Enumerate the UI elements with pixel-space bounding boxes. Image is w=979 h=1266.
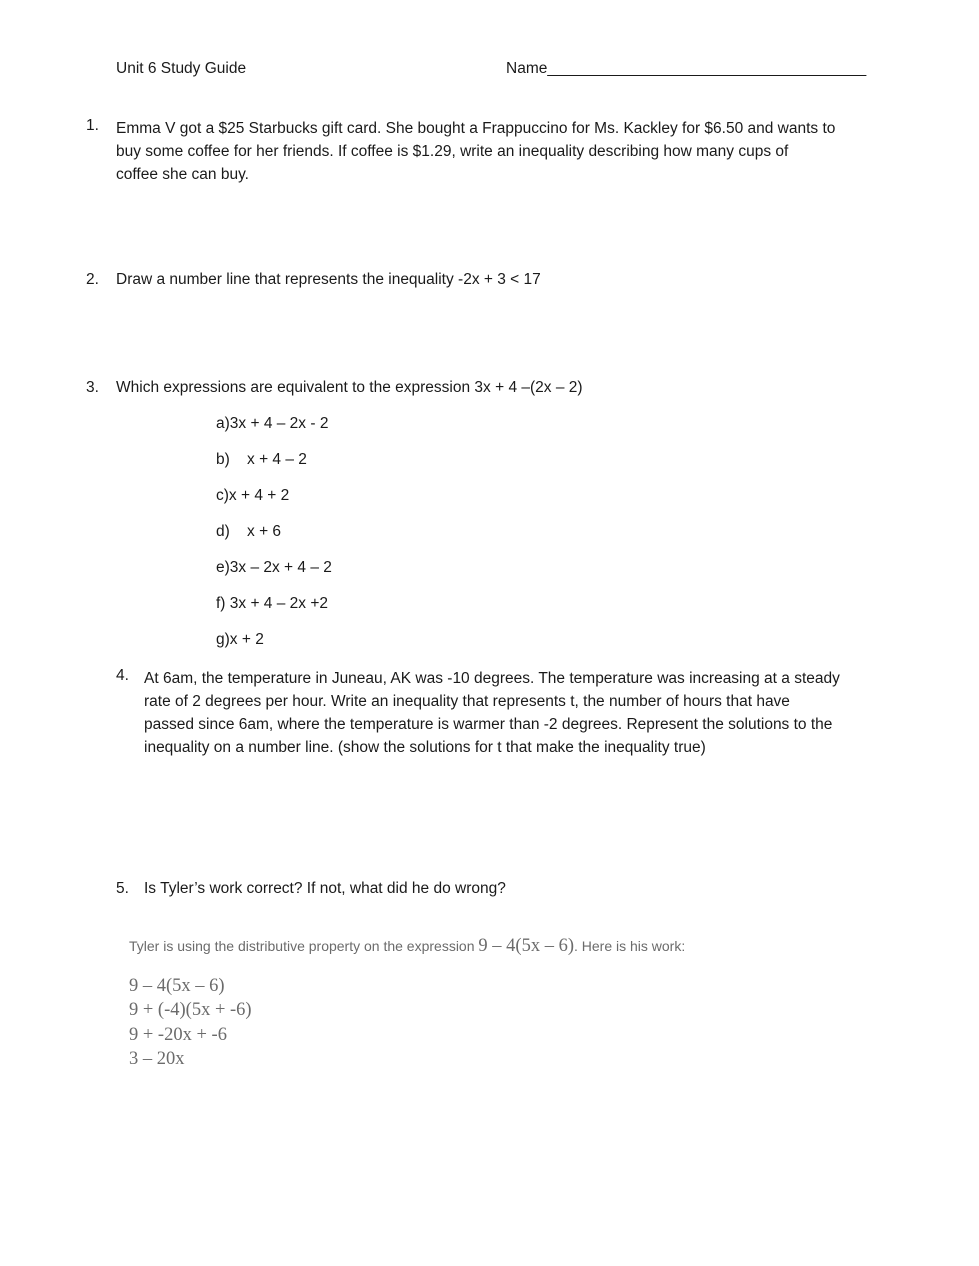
question-1-number: 1. [86, 117, 99, 134]
tyler-work-step: 3 – 20x [129, 1048, 185, 1069]
question-2-text: Draw a number line that represents the inequality -2x + 3 < 17 [116, 271, 541, 288]
tyler-work-step: 9 – 4(5x – 6) [129, 976, 225, 996]
question-3-option-b: b) x + 4 – 2 [216, 451, 307, 468]
question-1-line: buy some coffee for her friends. If coffee is $1.29, write an inequality describing how many cups of [116, 143, 789, 160]
name-field-label: Name_____________________________________ [506, 60, 867, 77]
question-3-option-d: d) x + 6 [216, 523, 282, 540]
document-title: Unit 6 Study Guide [116, 60, 247, 77]
question-4-line: passed since 6am, where the temperature is warmer than -2 degrees. Represent the solutions to the [144, 716, 833, 733]
tyler-caption-suffix: . Here is his work: [573, 938, 686, 954]
question-3-option-c: c)x + 4 + 2 [216, 487, 290, 504]
question-4-number: 4. [116, 667, 129, 684]
tyler-work [129, 974, 252, 1071]
question-3-text: Which expressions are equivalent to the expression 3x + 4 –(2x – 2) [116, 379, 583, 396]
tyler-caption-expression: 9 – 4(5x – 6) [478, 936, 574, 956]
question-3-option-g: g)x + 2 [216, 631, 264, 648]
question-1-line: coffee she can buy. [116, 166, 249, 183]
question-4-line: At 6am, the temperature in Juneau, AK was -10 degrees. The temperature was increasing at a steady [144, 670, 840, 687]
question-4-line: rate of 2 degrees per hour. Write an inequality that represents t, the number of hours that have [144, 693, 790, 710]
question-3-option-e: e)3x – 2x + 4 – 2 [216, 559, 332, 576]
question-3-option-a: a)3x + 4 – 2x - 2 [216, 415, 329, 432]
question-3-option-f: f) 3x + 4 – 2x +2 [216, 595, 329, 612]
question-4-text [144, 667, 840, 759]
tyler-work-step: 9 + -20x + -6 [129, 1024, 227, 1045]
question-5-number: 5. [116, 880, 129, 897]
question-4-line: inequality on a number line. (show the solutions for t that make the inequality true) [144, 739, 706, 756]
question-1-text [116, 117, 835, 186]
question-5-text: Is Tyler’s work correct? If not, what did he do wrong? [144, 880, 506, 897]
tyler-caption-text: Tyler is using the distributive property on the expression [129, 938, 475, 954]
question-3-number: 3. [86, 379, 99, 396]
question-2-number: 2. [86, 271, 99, 288]
tyler-work-step: 9 + (-4)(5x + -6) [129, 1000, 252, 1021]
question-1-line: Emma V got a $25 Starbucks gift card. She bought a Frappuccino for Ms. Kackley for $6.50 and wants to [116, 120, 836, 137]
tyler-caption [129, 936, 685, 957]
